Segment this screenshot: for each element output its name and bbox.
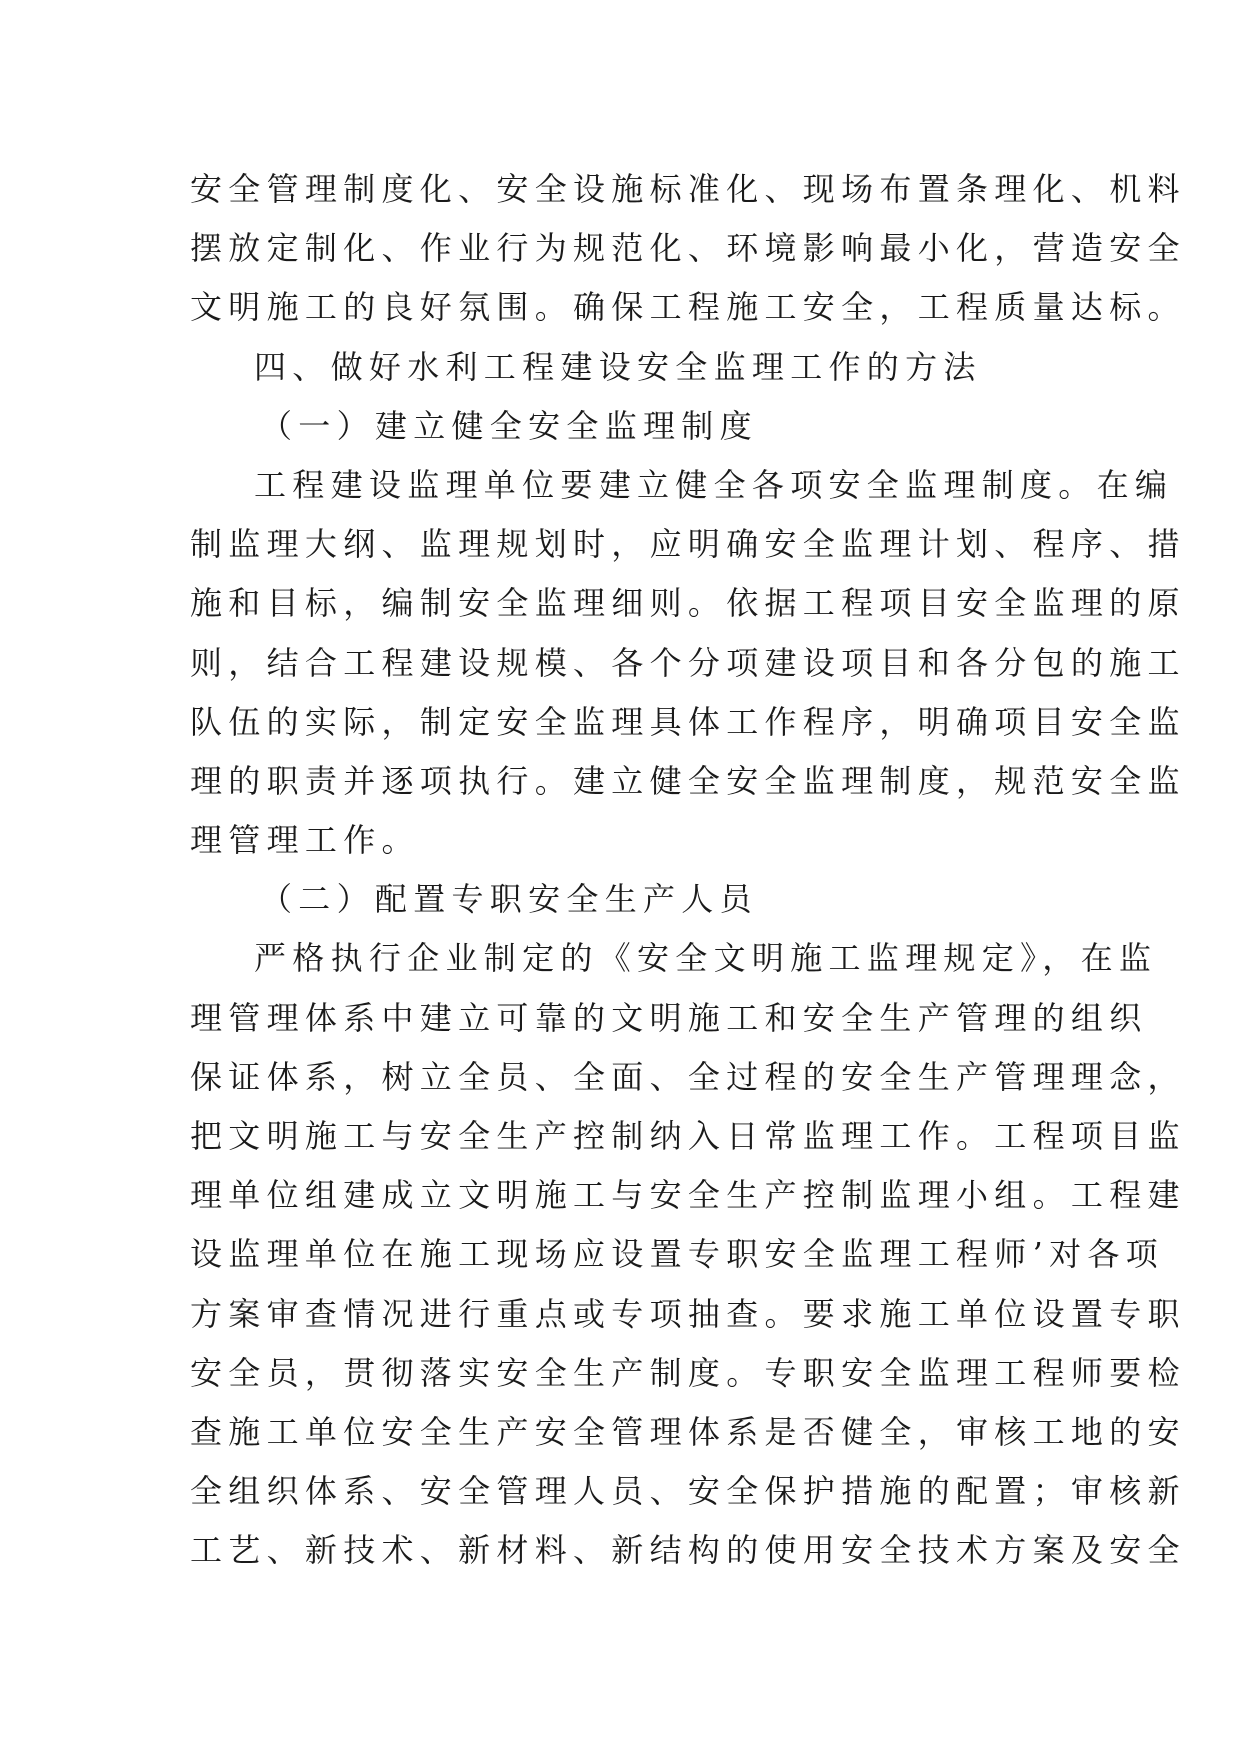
body-line: 摆放定制化、作业行为规范化、环境影响最小化，营造安全: [190, 229, 1186, 268]
body-line: 方案审查情况进行重点或专项抽查。要求施工单位设置专职: [190, 1294, 1186, 1333]
subsection-heading: （一）建立健全安全监理制度: [260, 406, 758, 445]
body-line: 安全员，贯彻落实安全生产制度。专职安全监理工程师要检: [190, 1353, 1186, 1392]
section-heading: 四、做好水利工程建设安全监理工作的方法: [254, 347, 982, 386]
body-line: 制监理大纲、监理规划时，应明确安全监理计划、程序、措: [190, 525, 1186, 564]
body-line: 理管理体系中建立可靠的文明施工和安全生产管理的组织: [190, 998, 1148, 1037]
body-line: 严格执行企业制定的《安全文明施工监理规定》，在监: [254, 939, 1158, 978]
body-line: 施和目标，编制安全监理细则。依据工程项目安全监理的原: [190, 584, 1186, 623]
body-line: 查施工单位安全生产安全管理体系是否健全，审核工地的安: [190, 1412, 1186, 1451]
subsection-heading: （二）配置专职安全生产人员: [260, 880, 758, 919]
body-line: 设监理单位在施工现场应设置专职安全监理工程师’对各项: [190, 1235, 1164, 1274]
document-body: [190, 160, 1186, 1581]
body-line: 则，结合工程建设规模、各个分项建设项目和各分包的施工: [190, 643, 1186, 682]
body-line: 工艺、新技术、新材料、新结构的使用安全技术方案及安全: [190, 1531, 1186, 1570]
body-line: 工程建设监理单位要建立健全各项安全监理制度。在编: [254, 465, 1174, 504]
body-line: 理管理工作。: [190, 821, 420, 860]
body-line: 理单位组建成立文明施工与安全生产控制监理小组。工程建: [190, 1176, 1186, 1215]
body-line: 保证体系，树立全员、全面、全过程的安全生产管理理念，: [190, 1057, 1186, 1096]
body-line: 文明施工的良好氛围。确保工程施工安全，工程质量达标。: [190, 288, 1186, 327]
body-line: 全组织体系、安全管理人员、安全保护措施的配置；审核新: [190, 1472, 1186, 1511]
body-line: 安全管理制度化、安全设施标准化、现场布置条理化、机料: [190, 170, 1186, 208]
body-line: 理的职责并逐项执行。建立健全安全监理制度，规范安全监: [190, 761, 1186, 800]
body-line: 队伍的实际，制定安全监理具体工作程序，明确项目安全监: [190, 702, 1186, 741]
body-line: 把文明施工与安全生产控制纳入日常监理工作。工程项目监: [190, 1117, 1186, 1155]
